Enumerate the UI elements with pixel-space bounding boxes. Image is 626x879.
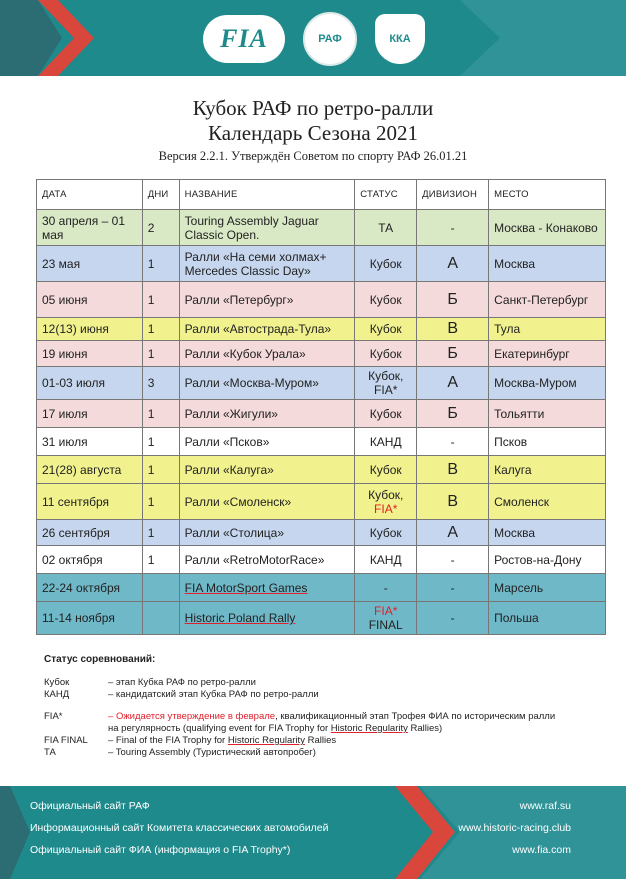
table-row [37, 602, 606, 635]
table-row [37, 520, 606, 546]
calendar-table [36, 179, 606, 635]
legend-row-final [44, 735, 614, 747]
legend-value: – Final of the FIA Trophy for Historic Regularity Rallies [108, 735, 337, 746]
cell-days: 1 [142, 341, 179, 367]
cell-date: 12(13) июня [37, 318, 143, 341]
table-row [37, 282, 606, 318]
title-line-2: Календарь Сезона 2021 [208, 121, 418, 145]
logo-group [203, 12, 425, 66]
cell-division: - [417, 602, 489, 635]
cell-name: FIA MotorSport Games [179, 574, 355, 602]
footer-label-raf: Официальный сайт РАФ [30, 800, 150, 812]
cell-date: 26 сентября [37, 520, 143, 546]
table-row [37, 574, 606, 602]
header-bar [0, 0, 626, 76]
cell-name: Historic Poland Rally [179, 602, 355, 635]
status-text: Кубок [369, 292, 402, 307]
cell-date: 31 июля [37, 428, 143, 456]
cell-days: 1 [142, 520, 179, 546]
cell-date: 17 июля [37, 400, 143, 428]
cell-place: Псков [489, 428, 606, 456]
cell-days: 1 [142, 246, 179, 282]
legend [44, 654, 614, 759]
table-row [37, 400, 606, 428]
cell-date: 11-14 ноября [37, 602, 143, 635]
fia-logo: FIA [203, 15, 285, 63]
cell-division: В [417, 484, 489, 520]
legend-value: – Touring Assembly (Туристический автопробег) [108, 747, 316, 758]
cell-division: В [417, 318, 489, 341]
cell-days: 1 [142, 400, 179, 428]
cell-status [355, 546, 417, 574]
cell-date: 11 сентября [37, 484, 143, 520]
status-text: КАНД [369, 552, 402, 567]
legend-value: на регулярность (qualifying event for FIA Trophy for Historic Regularity Rallies) [108, 723, 443, 734]
col-header-days: ДНИ [142, 180, 179, 210]
cell-place: Москва-Муром [489, 367, 606, 400]
cell-division: А [417, 367, 489, 400]
cell-name: Ралли «Автострада-Тула» [179, 318, 355, 341]
cell-name: Ралли «Столица» [179, 520, 355, 546]
status-text-secondary: FIA* [374, 383, 398, 397]
legend-row-fia [44, 711, 614, 723]
status-text: Кубок [369, 346, 402, 361]
cell-place: Санкт-Петербург [489, 282, 606, 318]
cell-date: 01-03 июля [37, 367, 143, 400]
cell-date: 02 октября [37, 546, 143, 574]
cell-place: Марсель [489, 574, 606, 602]
legend-row-ta [44, 747, 614, 759]
cell-status [355, 341, 417, 367]
status-text: Кубок [369, 256, 402, 271]
cell-place: Смоленск [489, 484, 606, 520]
cell-days: 1 [142, 318, 179, 341]
table-row [37, 210, 606, 246]
cell-name: Ралли «Петербург» [179, 282, 355, 318]
cell-place: Польша [489, 602, 606, 635]
cell-place: Калуга [489, 456, 606, 484]
cell-days: 3 [142, 367, 179, 400]
cell-date: 05 июня [37, 282, 143, 318]
cell-division: - [417, 574, 489, 602]
cell-date: 21(28) августа [37, 456, 143, 484]
cell-name: Ралли «Москва-Муром» [179, 367, 355, 400]
status-text: Кубок [369, 322, 402, 336]
version-line: Версия 2.2.1. Утверждён Советом по спорту РАФ 26.01.21 [158, 149, 468, 163]
cell-date: 30 апреля – 01 мая [37, 210, 143, 246]
legend-heading: Статус соревнований: [44, 654, 156, 665]
cell-date: 23 мая [37, 246, 143, 282]
cell-place: Екатеринбург [489, 341, 606, 367]
cell-division: А [417, 520, 489, 546]
footer-link-fia[interactable]: www.fia.com [512, 844, 571, 856]
legend-key: FIA FINAL [44, 735, 88, 746]
raf-logo: РАФ [303, 12, 357, 66]
cell-status [355, 428, 417, 456]
title-block [0, 96, 626, 165]
col-header-place: МЕСТО [489, 180, 606, 210]
cell-status [355, 318, 417, 341]
legend-key: ТА [44, 747, 56, 758]
status-text: - [383, 580, 388, 595]
cell-status [355, 246, 417, 282]
table-row [37, 456, 606, 484]
cell-status [355, 484, 417, 520]
cell-division: - [417, 428, 489, 456]
legend-value: – этап Кубка РАФ по ретро-ралли [108, 677, 256, 688]
cell-place: Тольятти [489, 400, 606, 428]
cell-division: А [417, 246, 489, 282]
footer-link-kka[interactable]: www.historic-racing.club [458, 822, 571, 834]
legend-key: Кубок [44, 677, 70, 688]
status-text: ТА [378, 220, 394, 235]
cell-days: 1 [142, 456, 179, 484]
cell-status [355, 282, 417, 318]
cell-division: Б [417, 341, 489, 367]
cell-place: Москва [489, 520, 606, 546]
col-header-date: ДАТА [37, 180, 143, 210]
cell-status [355, 602, 417, 635]
col-header-status: СТАТУС [355, 180, 417, 210]
title-line-1: Кубок РАФ по ретро-ралли [192, 96, 434, 120]
cell-days [142, 574, 179, 602]
table-row [37, 428, 606, 456]
cell-name: Touring Assembly Jaguar Classic Open. [179, 210, 355, 246]
cell-division: - [417, 546, 489, 574]
status-text: Кубок, [368, 369, 404, 383]
footer-label-fia: Официальный сайт ФИА (информация о FIA Trophy*) [30, 844, 291, 856]
cell-place: Москва - Конаково [489, 210, 606, 246]
col-header-name: НАЗВАНИЕ [179, 180, 355, 210]
legend-value: – Ожидается утверждение в феврале, квалификационный этап Трофея ФИА по историческим ралли [108, 711, 556, 722]
table-row [37, 367, 606, 400]
legend-row-kubok [44, 677, 614, 689]
cell-name: Ралли «Смоленск» [179, 484, 355, 520]
header-stripe-right [400, 0, 626, 76]
cell-name: Ралли «Жигули» [179, 400, 355, 428]
status-text-secondary: FINAL [368, 618, 403, 632]
cell-division: - [417, 210, 489, 246]
cell-division: В [417, 456, 489, 484]
cell-status [355, 367, 417, 400]
status-text: Кубок, [368, 487, 404, 502]
cell-status [355, 574, 417, 602]
cell-name: Ралли «На семи холмах+ Mercedes Classic Day» [179, 246, 355, 282]
legend-row-kand [44, 689, 614, 701]
status-text: КАНД [369, 434, 402, 449]
col-header-division: ДИВИЗИОН [417, 180, 489, 210]
cell-name: Ралли «Калуга» [179, 456, 355, 484]
legend-key: FIA* [44, 711, 63, 722]
table-row [37, 341, 606, 367]
cell-status [355, 210, 417, 246]
table-row [37, 246, 606, 282]
cell-date: 19 июня [37, 341, 143, 367]
cell-days [142, 602, 179, 635]
table-row [37, 546, 606, 574]
cell-days: 1 [142, 428, 179, 456]
kka-logo: ККА [375, 14, 425, 64]
footer-bar [0, 786, 626, 879]
cell-place: Ростов-на-Дону [489, 546, 606, 574]
table-header-row [37, 180, 606, 210]
status-text: Кубок [369, 406, 402, 421]
cell-status [355, 456, 417, 484]
cell-days: 1 [142, 484, 179, 520]
status-text-secondary: FIA* [374, 501, 398, 516]
cell-place: Тула [489, 318, 606, 341]
status-text: Кубок [369, 525, 402, 540]
cell-division: Б [417, 400, 489, 428]
table-row [37, 484, 606, 520]
cell-days: 1 [142, 546, 179, 574]
footer-link-raf[interactable]: www.raf.su [519, 800, 571, 812]
cell-division: Б [417, 282, 489, 318]
cell-days: 1 [142, 282, 179, 318]
cell-name: Ралли «Кубок Урала» [179, 341, 355, 367]
cell-name: Ралли «RetroMotorRace» [179, 546, 355, 574]
cell-status [355, 400, 417, 428]
table-row [37, 318, 606, 341]
cell-status [355, 520, 417, 546]
cell-date: 22-24 октября [37, 574, 143, 602]
cell-place: Москва [489, 246, 606, 282]
status-text: Кубок [369, 462, 402, 477]
status-text: FIA* [374, 604, 398, 618]
legend-key: КАНД [44, 689, 70, 700]
legend-row-fia-cont [44, 723, 614, 735]
footer-stripe-left [0, 786, 30, 879]
cell-name: Ралли «Псков» [179, 428, 355, 456]
footer-label-kka: Информационный сайт Комитета классических автомобилей [30, 822, 329, 834]
legend-value: – кандидатский этап Кубка РАФ по ретро-ралли [108, 689, 319, 700]
cell-days: 2 [142, 210, 179, 246]
